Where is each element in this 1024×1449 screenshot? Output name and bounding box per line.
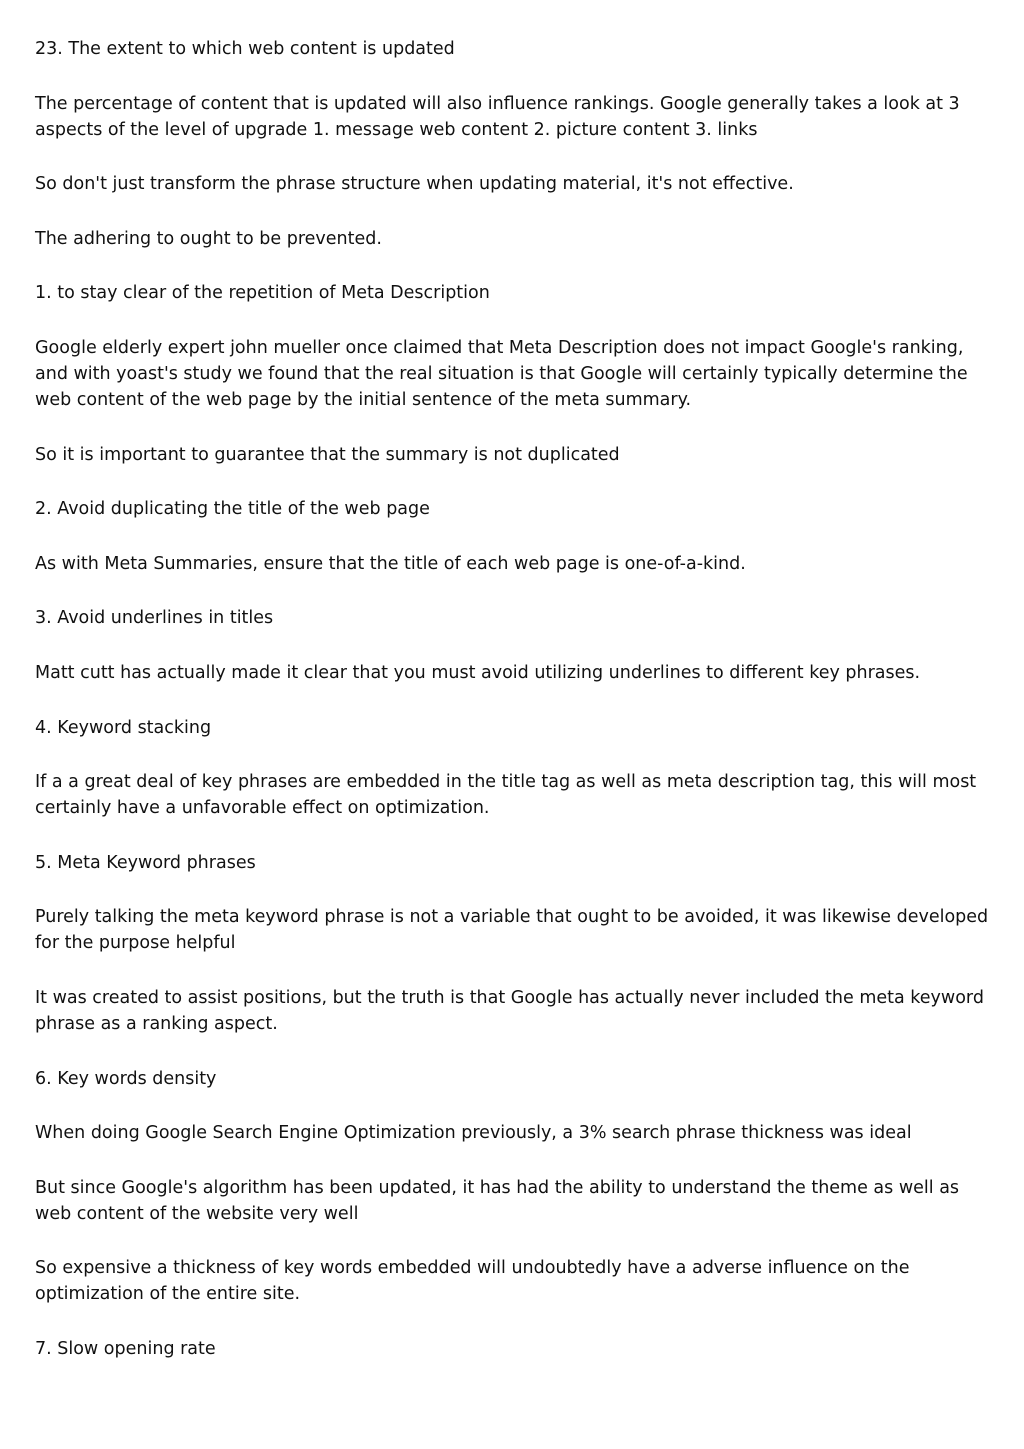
document-page (35, 36, 995, 1362)
paragraph-meta-keyword-ranking: It was created to assist positions, but the truth is that Google has actually never included the meta keyword phrase as a ranking aspect. (35, 987, 984, 1034)
paragraph-content-percentage: The percentage of content that is updated will also influence rankings. Google generally takes a look at 3 aspects of the level of upgrade 1. message web content 2. picture content 3. links (35, 93, 960, 140)
paragraph-prevented-intro: The adhering to ought to be prevented. (35, 228, 382, 249)
paragraph-key-phrases-embedded: If a a great deal of key phrases are embedded in the title tag as well as meta description tag, this will most certainly have a unfavorable effect on optimization. (35, 772, 977, 819)
list-heading-keyword-stacking: 4. Keyword stacking (35, 717, 212, 738)
list-heading-underlines: 3. Avoid underlines in titles (35, 608, 274, 629)
list-heading-duplicate-title: 2. Avoid duplicating the title of the web page (35, 499, 430, 520)
list-heading-keyword-density: 6. Key words density (35, 1068, 217, 1089)
paragraph-phrase-structure: So don't just transform the phrase structure when updating material, it's not effective. (35, 174, 794, 195)
paragraph-summary-duplicate: So it is important to guarantee that the summary is not duplicated (35, 444, 620, 465)
paragraph-meta-keyword-purpose: Purely talking the meta keyword phrase is not a variable that ought to be avoided, it was likewise developed for the purpose helpful (35, 907, 989, 954)
paragraph-density-adverse: So expensive a thickness of key words embedded will undoubtedly have a adverse influence on the optimization of the entire site. (35, 1258, 910, 1305)
paragraph-mueller-meta: Google elderly expert john mueller once claimed that Meta Description does not impact Google's ranking, and with yoast's study we found that the real situation is that Google will certainly typically determine the web content of the web page by the initial sentence of the meta summary. (35, 337, 968, 410)
paragraph-density-previously: When doing Google Search Engine Optimization previously, a 3% search phrase thickness was ideal (35, 1123, 912, 1144)
paragraph-matt-cutt: Matt cutt has actually made it clear that you must avoid utilizing underlines to different key phrases. (35, 662, 921, 683)
paragraph-algorithm-updated: But since Google's algorithm has been updated, it has had the ability to understand the theme as well as web content of the website very well (35, 1177, 960, 1224)
list-heading-meta-keywords: 5. Meta Keyword phrases (35, 852, 256, 873)
section-heading-content-updated: 23. The extent to which web content is updated (35, 39, 455, 59)
list-heading-slow-opening: 7. Slow opening rate (35, 1338, 216, 1359)
list-heading-meta-description: 1. to stay clear of the repetition of Meta Description (35, 283, 490, 304)
paragraph-unique-title: As with Meta Summaries, ensure that the title of each web page is one-of-a-kind. (35, 553, 746, 574)
